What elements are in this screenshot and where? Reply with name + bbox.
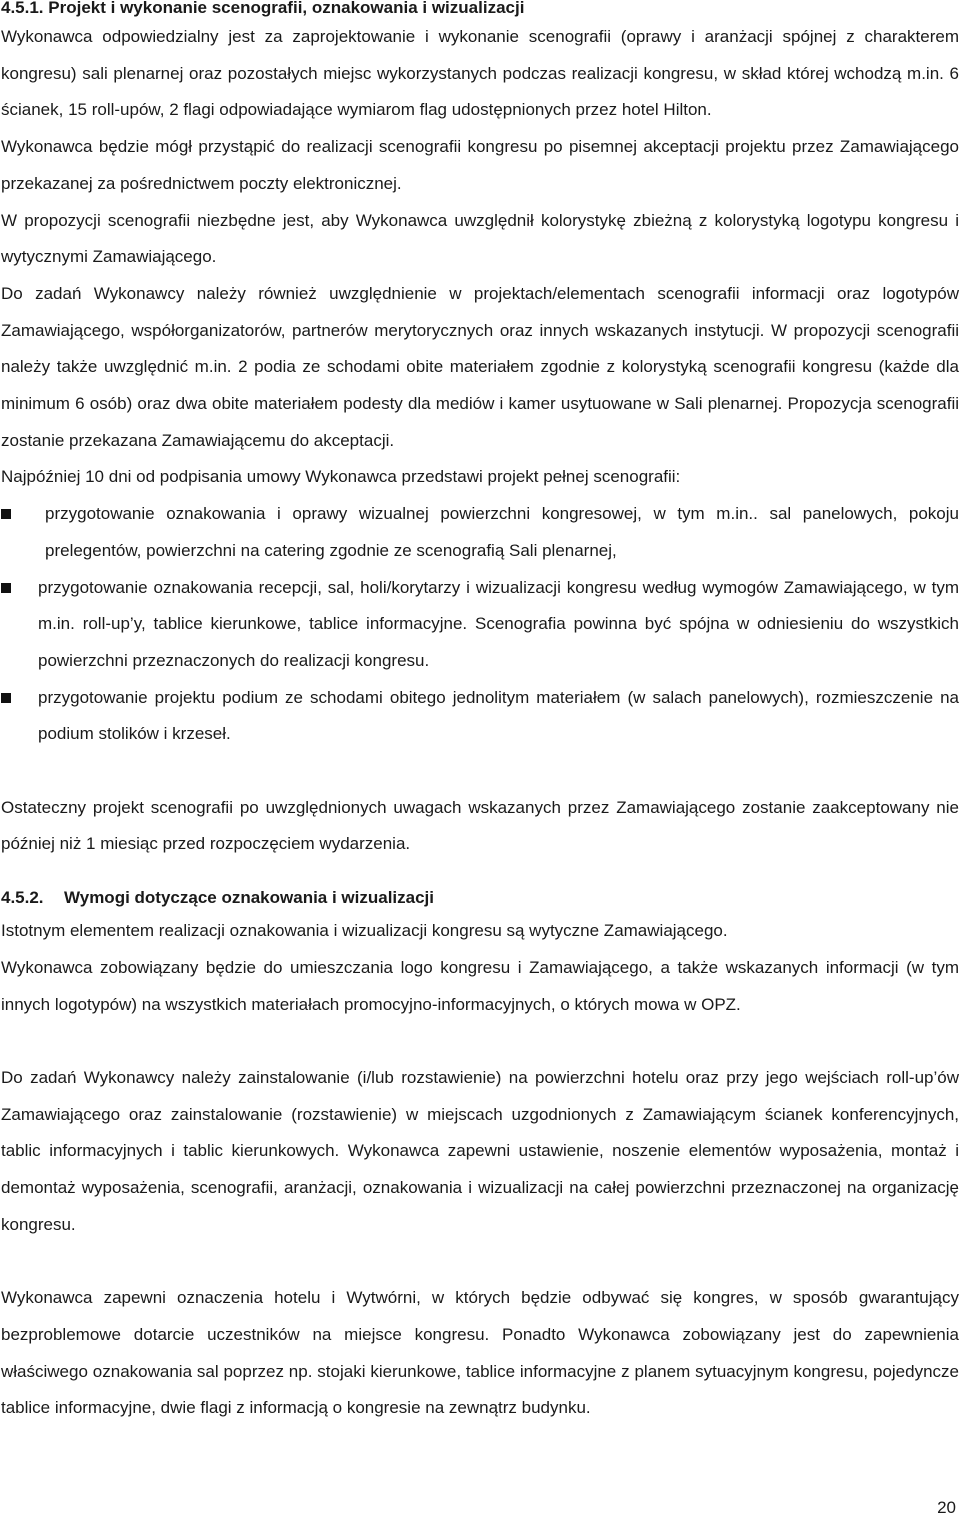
paragraph: Wykonawca odpowiedzialny jest za zaprojektowanie i wykonanie scenografii (oprawy i aranżacji spójnej z charakterem kongresu) sali plenarnej oraz pozostałych miejsc wykorzystanych podczas realizacji kongresu, w skład której wchodzą m.in. 6 ścianek, 15 roll-upów, 2 flagi odpowiadające wymiarom flag udostępnionych przez hotel Hilton. [1, 27, 959, 120]
paragraph: Najpóźniej 10 dni od podpisania umowy Wykonawca przedstawi projekt pełnej scenografii: [1, 467, 681, 487]
spacer [1, 1023, 959, 1060]
section-title: Wymogi dotyczące oznakowania i wizualizacji [64, 888, 435, 908]
bullet-list [1, 496, 959, 753]
section-heading-4-5-1 [1, 0, 959, 19]
spacer [1, 1243, 959, 1280]
section-number: 4.5.1. [1, 0, 44, 17]
paragraph: Do zadań Wykonawcy należy zainstalowanie (i/lub rozstawienie) na powierzchni hotelu oraz przy jego wejściach roll-up’ów Zamawiającego oraz zainstalowanie (rozstawienie) w miejscach uzgodnionych z Zamawiającym ścianek konferencyjnych, tablic informacyjnych i tablic kierunkowych. Wykonawca zapewni ustawienie, noszenie elementów wyposażenia, montaż i demontaż wyposażenia, scenografii, aranżacji, oznakowania i wizualizacji na całej powierzchni przeznaczonej na organizację kongresu. [1, 1067, 959, 1234]
list-item-text: przygotowanie oznakowania i oprawy wizualnej powierzchni kongresowej, w tym m.in.. sal panelowych, pokoju prelegentów, powierzchni na catering zgodnie ze scenografią Sali plenarnej, [45, 504, 959, 560]
spacer [1, 753, 959, 790]
section-title: Projekt i wykonanie scenografii, oznakowania i wizualizacji [48, 0, 525, 17]
list-item-text: przygotowanie oznakowania recepcji, sal, holi/korytarzy i wizualizacji kongresu według wymogów Zamawiającego, w tym m.in. roll-up’y, tablice kierunkowe, tablice informacyjne. Scenografia powinna być spójna w odniesieniu do wszystkich powierzchni przeznaczonych do realizacji kongresu. [38, 577, 959, 670]
square-bullet-icon [1, 583, 11, 593]
section-number: 4.5.2. [1, 888, 44, 908]
list-item-text: przygotowanie projektu podium ze schodami obitego jednolitym materiałem (w salach panelowych), rozmieszczenie na podium stolików i krzeseł. [38, 687, 959, 744]
paragraph: Wykonawca będzie mógł przystąpić do realizacji scenografii kongresu po pisemnej akceptacji projektu przez Zamawiającego przekazanej za pośrednictwem poczty elektronicznej. [1, 137, 959, 193]
paragraph: Istotnym elementem realizacji oznakowania i wizualizacji kongresu są wytyczne Zamawiającego. [1, 921, 728, 941]
paragraph: Wykonawca zobowiązany będzie do umieszczania logo kongresu i Zamawiającego, a także wskazanych informacji (w tym innych logotypów) na wszystkich materiałach promocyjno-informacyjnych, o których mowa w OPZ. [1, 957, 959, 1014]
paragraph: W propozycji scenografii niezbędne jest, aby Wykonawca uwzględnił kolorystykę zbieżną z kolorystyką logotypu kongresu i wytycznymi Zamawiającego. [1, 210, 959, 267]
list-item [1, 570, 959, 680]
paragraph: Do zadań Wykonawcy należy również uwzględnienie w projektach/elementach scenografii informacji oraz logotypów Zamawiającego, współorganizatorów, partnerów merytorycznych oraz innych wskazanych instytucji. W propozycji scenografii należy także uwzględnić m.in. 2 podia ze schodami obite materiałem zgodnie z kolorystyką scenografii kongresu (każde dla minimum 6 osób) oraz dwa obite materiałem podesty dla mediów i kamer usytuowane w Sali plenarnej. Propozycja scenografii zostanie przekazana Zamawiającemu do akceptacji. [1, 283, 959, 450]
section-heading-4-5-2 [1, 887, 959, 909]
paragraph: Ostateczny projekt scenografii po uwzględnionych uwagach wskazanych przez Zamawiającego zostanie zaakceptowany nie później niż 1 miesiąc przed rozpoczęciem wydarzenia. [1, 797, 959, 854]
paragraph: Wykonawca zapewni oznaczenia hotelu i Wytwórni, w których będzie odbywać się kongres, w sposób gwarantujący bezproblemowe dotarcie uczestników na miejsce kongresu. Ponadto Wykonawca zobowiązany jest do zapewnienia właściwego oznakowania sal poprzez np. stojaki kierunkowe, tablice informacyjne z planem sytuacyjnym kongresu, pojedyncze tablice informacyjne, dwie flagi z informacją o kongresie na zewnątrz budynku. [1, 1288, 959, 1418]
square-bullet-icon [1, 693, 11, 703]
square-bullet-icon [1, 509, 11, 519]
list-item [1, 496, 959, 569]
page-number: 20 [937, 1498, 956, 1517]
list-item [1, 680, 959, 753]
